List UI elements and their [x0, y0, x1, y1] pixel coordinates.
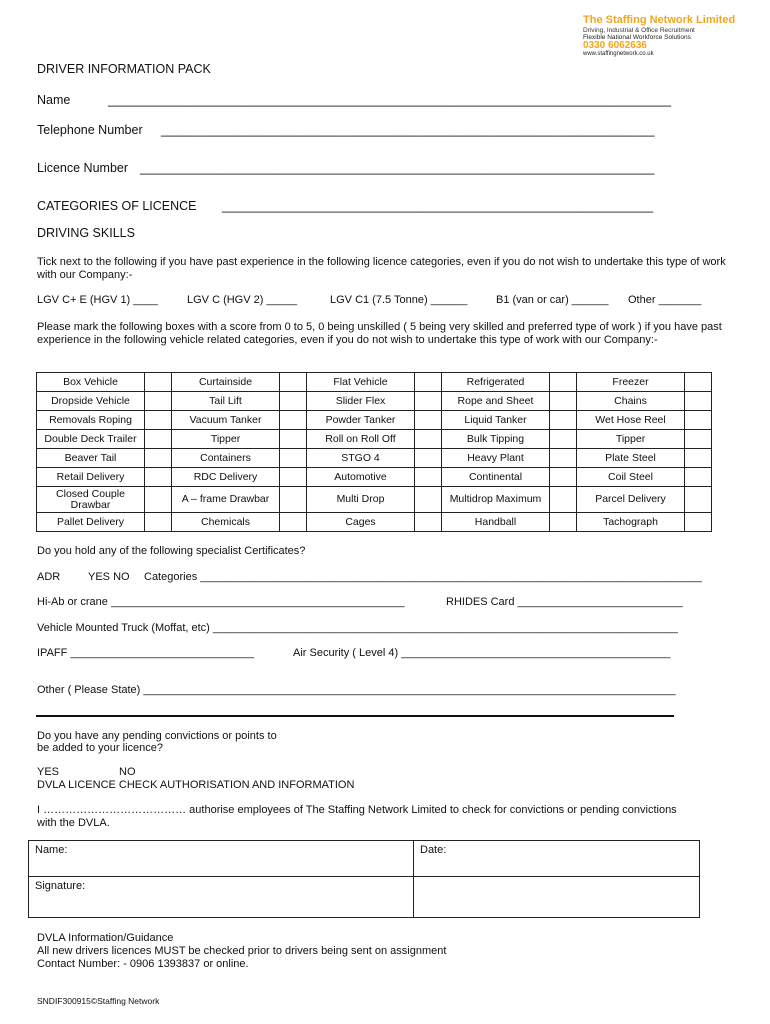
vehicle-category-cell: Rope and Sheet: [442, 392, 550, 411]
score-box[interactable]: [145, 430, 172, 449]
score-box[interactable]: [280, 430, 307, 449]
score-box[interactable]: [685, 430, 712, 449]
score-box[interactable]: [550, 487, 577, 513]
score-box[interactable]: [145, 411, 172, 430]
convictions-question-line1: Do you have any pending convictions or points to: [37, 730, 277, 742]
sig-date-label: Date:: [420, 844, 447, 856]
score-box[interactable]: [145, 449, 172, 468]
score-box[interactable]: [550, 373, 577, 392]
score-box[interactable]: [415, 411, 442, 430]
footer-reference: SNDIF300915©Staffing Network: [37, 996, 160, 1006]
ipaff-label: IPAFF: [37, 647, 68, 659]
guidance-title: DVLA Information/Guidance: [37, 932, 174, 944]
hiab-label: Hi-Ab or crane: [37, 596, 108, 608]
vehicle-category-cell: Liquid Tanker: [442, 411, 550, 430]
table-row: [37, 373, 712, 392]
vehicle-category-cell: Handball: [442, 513, 550, 532]
score-box[interactable]: [685, 487, 712, 513]
category-other-label: Other: [628, 294, 656, 306]
vehicle-category-cell: Cages: [307, 513, 415, 532]
vehicle-category-cell: Tipper: [577, 430, 685, 449]
score-box[interactable]: [415, 392, 442, 411]
score-box[interactable]: [550, 449, 577, 468]
vehicle-category-cell: Vacuum Tanker: [172, 411, 280, 430]
other-certificate-field[interactable]: Other ( Please State) _______________________________________________________________________________________: [37, 684, 676, 696]
vehicle-category-cell: Closed Couple Drawbar: [37, 487, 145, 513]
vehicle-category-cell: Containers: [172, 449, 280, 468]
vehicle-category-cell: Removals Roping: [37, 411, 145, 430]
vehicle-category-cell: Curtainside: [172, 373, 280, 392]
score-box[interactable]: [550, 411, 577, 430]
page-title: DRIVER INFORMATION PACK: [37, 62, 211, 76]
score-box[interactable]: [685, 373, 712, 392]
ipaff-field[interactable]: IPAFF ______________________________: [37, 647, 254, 659]
hiab-field[interactable]: Hi-Ab or crane ________________________________________________: [37, 596, 405, 608]
score-box[interactable]: [415, 449, 442, 468]
table-row: [37, 392, 712, 411]
table-row: [37, 430, 712, 449]
vehicle-category-cell: Beaver Tail: [37, 449, 145, 468]
convictions-yes[interactable]: YES: [37, 766, 60, 778]
table-row: [37, 468, 712, 487]
score-box[interactable]: [415, 513, 442, 532]
vehicle-category-cell: Wet Hose Reel: [577, 411, 685, 430]
logo-company-name: The Staffing Network Limited: [583, 14, 736, 26]
score-box[interactable]: [550, 430, 577, 449]
guidance-line1: All new drivers licences MUST be checked prior to drivers being sent on assignment: [37, 945, 447, 957]
sig-name-label: Name:: [35, 844, 68, 856]
vehicle-category-cell: Tail Lift: [172, 392, 280, 411]
score-box[interactable]: [280, 392, 307, 411]
vehicle-category-cell: Tachograph: [577, 513, 685, 532]
adr-label: ADR: [37, 571, 61, 583]
score-box[interactable]: [685, 449, 712, 468]
score-box[interactable]: [685, 411, 712, 430]
guidance-line2: Contact Number: - 0906 1393837 or online.: [37, 958, 249, 970]
logo-tagline: Flexible National Workforce Solutions: [583, 34, 691, 41]
category-lgv-ce[interactable]: LGV C+ E (HGV 1) ____: [37, 294, 158, 306]
air-security-field[interactable]: Air Security ( Level 4) ____________________________________________: [293, 647, 671, 659]
licence-field[interactable]: __________________________________________________________________________: [140, 161, 655, 175]
name-label: Name: [37, 93, 71, 107]
score-box[interactable]: [550, 392, 577, 411]
score-box[interactable]: [145, 373, 172, 392]
category-b1[interactable]: B1 (van or car) ______: [496, 294, 609, 306]
score-box[interactable]: [280, 513, 307, 532]
vehicle-category-cell: Retail Delivery: [37, 468, 145, 487]
vehicle-category-cell: Double Deck Trailer: [37, 430, 145, 449]
driving-skills-heading: DRIVING SKILLS: [37, 226, 135, 240]
category-lgv-c1[interactable]: LGV C1 (7.5 Tonne) ______: [330, 294, 468, 306]
dvla-heading: DVLA LICENCE CHECK AUTHORISATION AND INFORMATION: [37, 779, 355, 791]
score-box[interactable]: [415, 430, 442, 449]
air-security-label: Air Security ( Level 4): [293, 647, 399, 659]
vehicle-category-cell: Box Vehicle: [37, 373, 145, 392]
rhides-field[interactable]: RHIDES Card ___________________________: [446, 596, 683, 608]
category-other[interactable]: Other _______: [628, 294, 702, 306]
score-box[interactable]: [145, 487, 172, 513]
vehicle-category-cell: Refrigerated: [442, 373, 550, 392]
certificates-question: Do you hold any of the following specialist Certificates?: [37, 545, 306, 557]
table-row: [37, 449, 712, 468]
score-box[interactable]: [145, 468, 172, 487]
categories-label: CATEGORIES OF LICENCE: [37, 199, 197, 213]
table-row: [37, 487, 712, 513]
score-box[interactable]: [415, 373, 442, 392]
vehicle-skills-table: [36, 372, 712, 532]
score-box[interactable]: [280, 468, 307, 487]
score-instruction: Please mark the following boxes with a score from 0 to 5, 0 being unskilled ( 5 being very skilled and preferred type of work ) if you have past experience in the following vehicle related categories, even if you do not wish to undertake this type of work with our Company:-: [37, 321, 722, 346]
sig-empty-cell: [414, 877, 700, 918]
vehicle-category-cell: Roll on Roll Off: [307, 430, 415, 449]
score-box[interactable]: [145, 392, 172, 411]
vehicle-category-cell: Freezer: [577, 373, 685, 392]
section-divider: [36, 715, 674, 717]
adr-categories-field[interactable]: Categories __________________________________________________________________________________: [144, 571, 702, 583]
score-box[interactable]: [280, 487, 307, 513]
other-certificate-label: Other ( Please State): [37, 684, 141, 696]
score-box[interactable]: [685, 513, 712, 532]
category-lgv-c-label: LGV C (HGV 2): [187, 294, 264, 306]
vehicle-category-cell: A – frame Drawbar: [172, 487, 280, 513]
score-box[interactable]: [550, 513, 577, 532]
name-field[interactable]: _________________________________________________________________________________: [108, 93, 672, 107]
vehicle-category-cell: Coil Steel: [577, 468, 685, 487]
vehicle-category-cell: Chemicals: [172, 513, 280, 532]
convictions-no[interactable]: NO: [119, 766, 136, 778]
category-lgv-c1-label: LGV C1 (7.5 Tonne): [330, 294, 428, 306]
table-row: [37, 411, 712, 430]
vehicle-category-cell: Bulk Tipping: [442, 430, 550, 449]
category-lgv-c[interactable]: LGV C (HGV 2) _____: [187, 294, 298, 306]
table-row: [37, 513, 712, 532]
telephone-field[interactable]: _______________________________________________________________________: [161, 123, 655, 137]
vehicle-category-cell: Chains: [577, 392, 685, 411]
vehicle-category-cell: Multi Drop: [307, 487, 415, 513]
vehicle-category-cell: Plate Steel: [577, 449, 685, 468]
logo-website: www.staffingnetwork.co.uk: [583, 51, 654, 57]
rhides-label: RHIDES Card: [446, 596, 515, 608]
vehicle-mounted-label: Vehicle Mounted Truck (Moffat, etc): [37, 622, 210, 634]
vehicle-category-cell: Parcel Delivery: [577, 487, 685, 513]
telephone-label: Telephone Number: [37, 123, 143, 137]
score-box[interactable]: [280, 411, 307, 430]
score-box[interactable]: [415, 487, 442, 513]
vehicle-category-cell: Flat Vehicle: [307, 373, 415, 392]
tick-instruction: Tick next to the following if you have past experience in the following licence categories, even if you do not wish to undertake this type of work with our Company:-: [37, 256, 726, 281]
signature-box: [28, 840, 700, 918]
adr-yes-no[interactable]: YES NO: [88, 571, 130, 583]
convictions-question-line2: be added to your licence?: [37, 742, 163, 754]
vehicle-category-cell: Slider Flex: [307, 392, 415, 411]
dvla-authorisation-line1: I ………………………………… authorise employees of The Staffing Network Limited to check for convictions or pending convictions: [37, 804, 677, 816]
score-box[interactable]: [145, 513, 172, 532]
score-box[interactable]: [280, 373, 307, 392]
vehicle-mounted-field[interactable]: Vehicle Mounted Truck (Moffat, etc) ____________________________________________________________________________: [37, 622, 678, 634]
score-box[interactable]: [685, 468, 712, 487]
licence-label: Licence Number: [37, 161, 129, 175]
adr-categories-label: Categories: [144, 571, 198, 583]
category-b1-label: B1 (van or car): [496, 294, 569, 306]
sig-name-cell[interactable]: [29, 841, 414, 877]
vehicle-category-cell: STGO 4: [307, 449, 415, 468]
logo-phone: 0330 6062636: [583, 40, 647, 51]
vehicle-category-cell: Automotive: [307, 468, 415, 487]
score-box[interactable]: [685, 392, 712, 411]
sig-date-cell[interactable]: [414, 841, 700, 877]
vehicle-category-cell: Tipper: [172, 430, 280, 449]
vehicle-category-cell: Dropside Vehicle: [37, 392, 145, 411]
score-box[interactable]: [280, 449, 307, 468]
sig-signature-cell[interactable]: [29, 877, 414, 918]
vehicle-category-cell: Multidrop Maximum: [442, 487, 550, 513]
vehicle-category-cell: Heavy Plant: [442, 449, 550, 468]
category-lgv-ce-label: LGV C+ E (HGV 1): [37, 294, 131, 306]
logo-subtitle: Driving, Industrial & Office Recruitment: [583, 27, 695, 34]
score-box[interactable]: [550, 468, 577, 487]
dvla-authorisation-line2: with the DVLA.: [37, 817, 110, 829]
vehicle-category-cell: Continental: [442, 468, 550, 487]
vehicle-category-cell: Pallet Delivery: [37, 513, 145, 532]
vehicle-category-cell: RDC Delivery: [172, 468, 280, 487]
categories-field[interactable]: ______________________________________________________________: [222, 199, 654, 213]
score-box[interactable]: [415, 468, 442, 487]
sig-signature-label: Signature:: [35, 880, 86, 892]
vehicle-category-cell: Powder Tanker: [307, 411, 415, 430]
